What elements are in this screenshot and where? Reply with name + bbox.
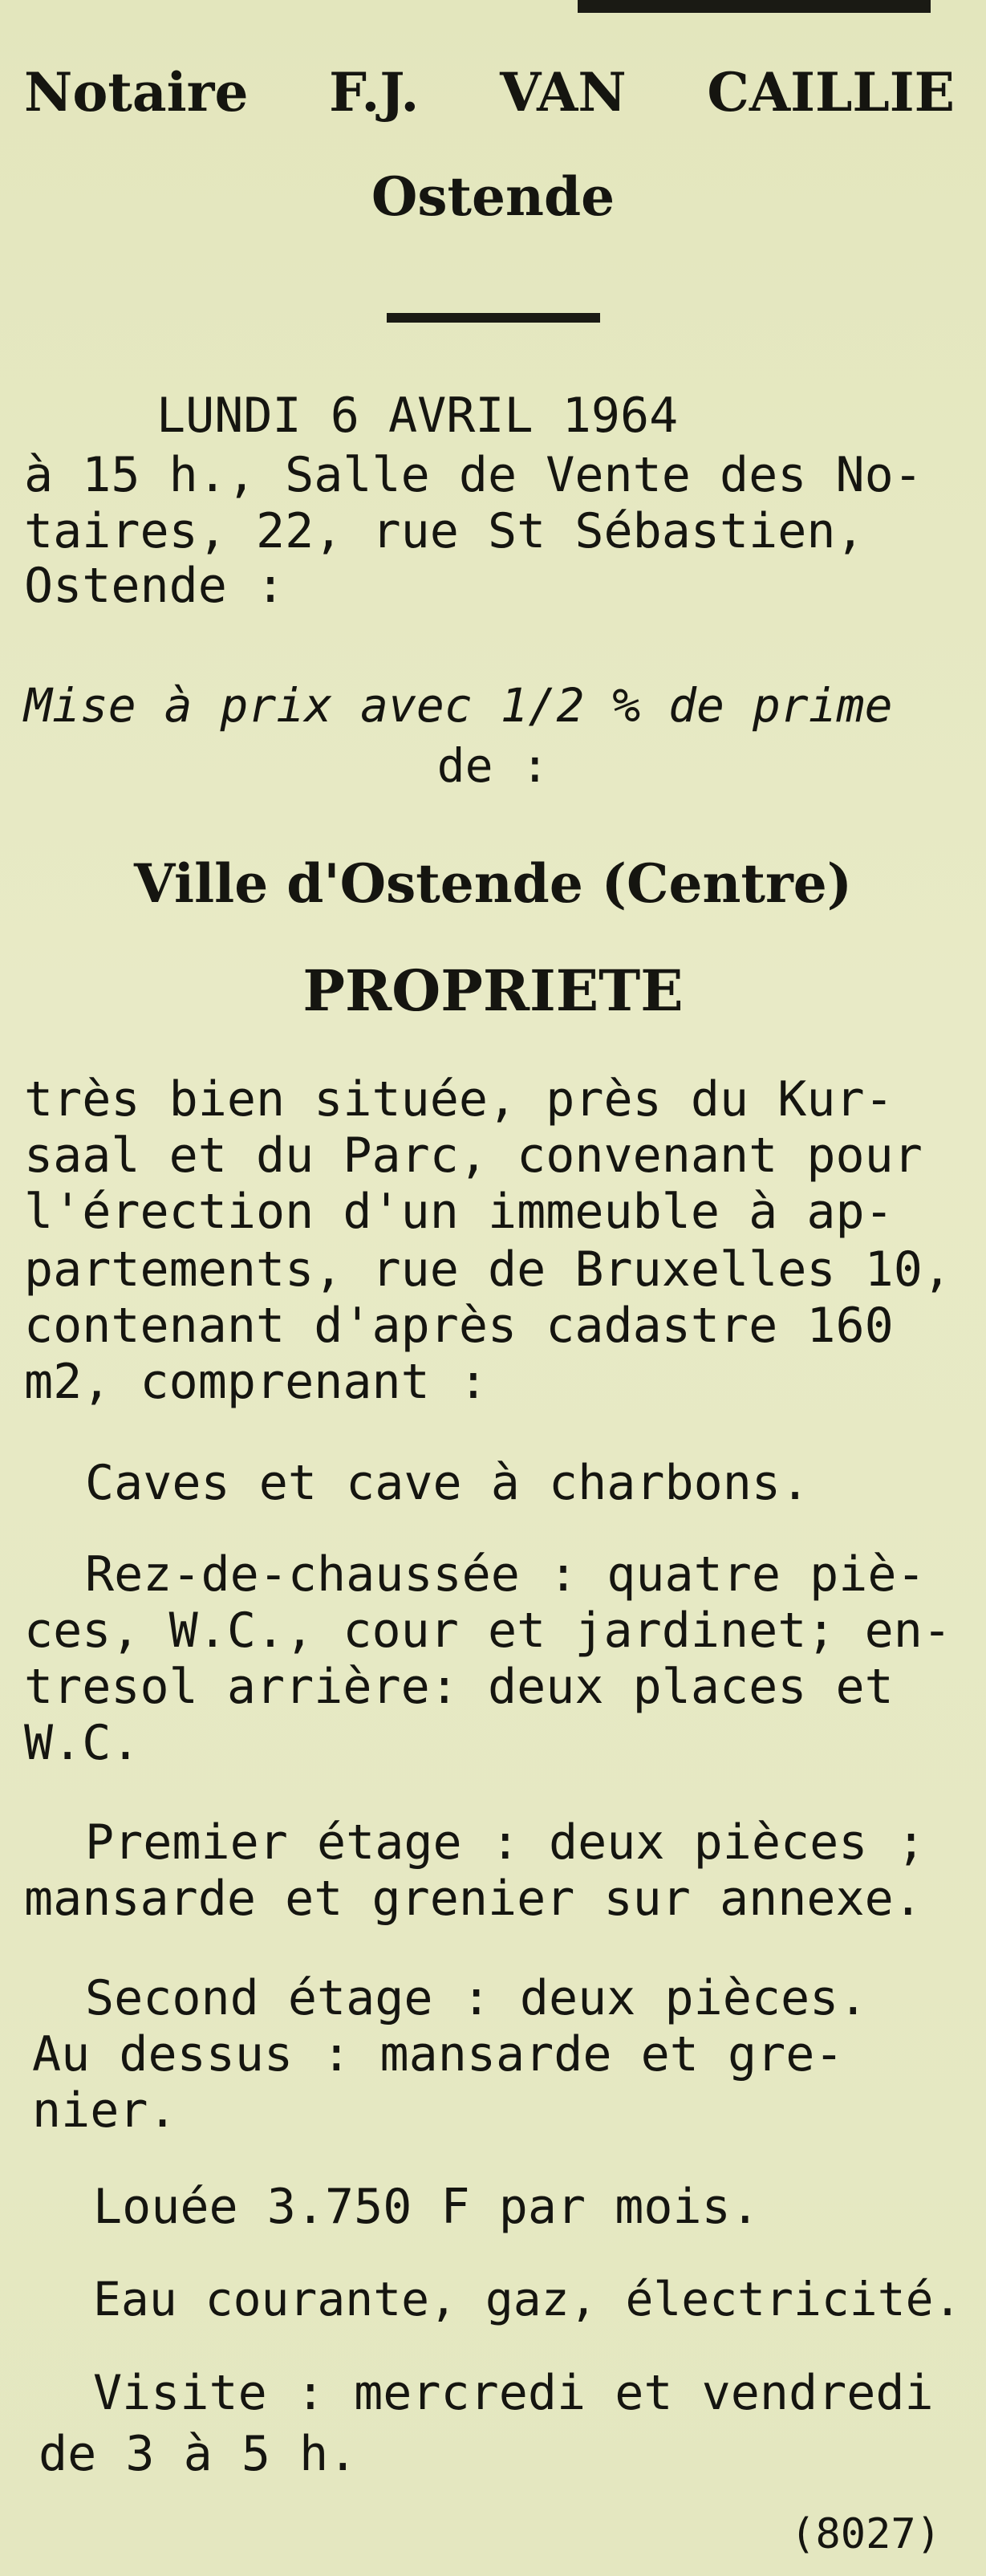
reference-number: (8027): [790, 2510, 941, 2558]
second-floor-line: Au dessus : mansarde et gre-: [32, 2026, 844, 2082]
location-title: Ville d'Ostende (Centre): [133, 852, 853, 915]
notary-title: [24, 61, 955, 124]
sale-line-4: Ostende :: [24, 558, 286, 614]
utilities-line: Eau courante, gaz, électricité.: [93, 2272, 962, 2326]
caves-line: Caves et cave à charbons.: [85, 1455, 810, 1511]
divider-rule: [387, 313, 600, 323]
price-terms-de: de :: [436, 738, 550, 793]
top-rule: [578, 0, 931, 13]
second-floor-line: Second étage : deux pièces.: [85, 1970, 868, 2026]
description-line: très bien située, près du Kur-: [24, 1071, 894, 1128]
notary-word: CAILLIE: [707, 61, 955, 124]
first-floor-line: Premier étage : deux pièces ;: [85, 1814, 926, 1871]
sale-line-2: à 15 h., Salle de Vente des No-: [24, 447, 923, 503]
second-floor-line: nier.: [32, 2082, 177, 2139]
ground-floor-line: Rez-de-chaussée : quatre piè-: [85, 1546, 926, 1603]
visit-line: de 3 à 5 h.: [39, 2426, 358, 2482]
sale-date-text: LUNDI 6 AVRIL 1964: [156, 388, 679, 444]
ground-floor-line: ces, W.C., cour et jardinet; en-: [24, 1603, 952, 1659]
notary-word: F.J.: [329, 61, 420, 124]
description-line: m2, comprenant :: [24, 1354, 488, 1410]
description-line: contenant d'après cadastre 160: [24, 1298, 894, 1354]
visit-line: Visite : mercredi et vendredi: [93, 2365, 934, 2421]
sale-date: [156, 388, 827, 444]
sale-line-3: taires, 22, rue St Sébastien,: [24, 503, 865, 559]
first-floor-line: mansarde et grenier sur annexe.: [24, 1871, 923, 1927]
ground-floor-line: W.C.: [24, 1715, 140, 1771]
city-title: Ostende: [371, 165, 615, 228]
property-title: PROPRIETE: [302, 957, 684, 1024]
ground-floor-line: tresol arrière: deux places et: [24, 1659, 894, 1715]
notary-word: VAN: [500, 61, 627, 124]
description-line: saal et du Parc, convenant pour: [24, 1128, 923, 1184]
description-line: l'érection d'un immeuble à ap-: [24, 1184, 894, 1240]
description-line: partements, rue de Bruxelles 10,: [24, 1241, 952, 1298]
rent-line: Louée 3.750 F par mois.: [93, 2179, 760, 2235]
price-terms: Mise à prix avec 1/2 % de prime: [24, 678, 893, 733]
notary-word: Notaire: [24, 61, 249, 124]
